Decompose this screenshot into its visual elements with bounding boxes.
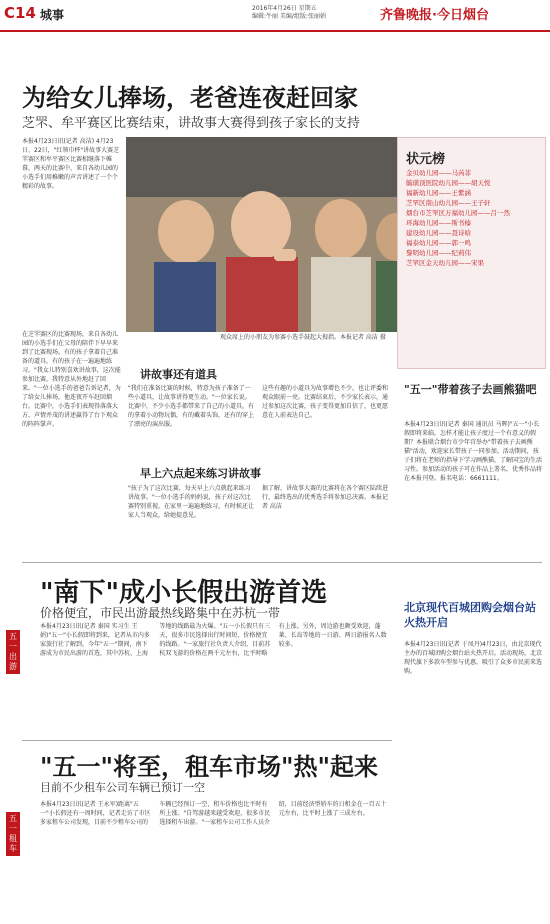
story3-subhead: 目前不少租车公司车辆已预订一空 [40,781,205,794]
children-audience-image [126,137,419,332]
story1-col4: "孩子为了这次比赛，每天早上六点就起来练习讲故事。"一位小选手的妈妈说，孩子对这次比赛特别重视，在家里一遍遍地练习，有时候还让家人当观众，给她提意见。 [128,485,255,519]
right-story-body: 本报4月23日讯(记者 秦国 通讯员 马晖)"五一"小长假即将来临，怎样才能让孩子度过一个有意义的假期？本报联合烟台市少年宫举办"带着孩子去画熊猫"活动，欢迎家长带孩子一同参加。活动期间，孩子们将在老师的指导下学习画熊猫，了解国宝的生活习性。参加活动的孩子可在作品上署名，优秀作品将在本报刊登。报名电话：6661111。 [404,421,543,482]
divider [22,562,542,563]
ranking-entry: 福泰幼儿园——郭一鸣 [406,239,471,247]
story3-body: 本报4月23日讯(记者 王永军)距离"五一"小长假还有一周时间，记者走访了市区多家租车公司发现，目前不少租车公司的车辆已经预订一空，租车价格也比平时有所上涨。"自驾游越来越受欢迎，很多市民选择租车出游。"一家租车公司工作人员介绍，目前经济型轿车的日租金在一百五十元左右，比平时上涨了三成左右。 [40,801,387,826]
story1-photo-caption: 观众席上的小朋友为参赛小选手鼓起大拇指。本报记者 高洁 摄 [220,334,386,341]
story1-byline: 本报4月23日讯(记者 高洁) 4月23日、22日，"红领巾杯"讲故事大赛芝罘赛区和牟平赛区比赛相继落下帷幕，两天的比赛中，来自各幼儿园的小选手们用稚嫩的声音讲述了一个个精彩的故事。 [22,138,120,190]
ranking-entry: 烟台市芝罘区万福幼儿园——吕一然 [406,209,510,217]
story2-headline: "南下"成小长假出游首选 [40,578,328,608]
publication-date: 2016年4月26日 星期五 编辑:牛丽 美编/组版:张丽娟 [252,5,326,20]
story1-headline: 为给女儿捧场，老爸连夜赶回家 [22,83,358,112]
ranking-entry: 环海幼儿园——斯书榛 [406,219,471,227]
ranking-list [406,168,538,268]
ranking-entry: 黎明幼儿园——纪莉伟 [406,249,471,257]
ranking-entry: 毓璜顶医院幼儿园——胡天悦 [406,179,491,187]
highlight-headline: 北京现代百城团购会烟台站火热开启 [404,601,536,629]
ranking-entry: 金贝幼儿园——马芮菲 [406,169,471,177]
section-title: 城事 [40,8,65,22]
story1-subhead-practice: 早上六点起来练习讲故事 [140,467,261,480]
story2-body: 本报4月23日讯(记者 秦国 实习生 王娟)"五一"小长假即将到来，记者从市内多家旅行社了解到，今年"五一"期间，南下游成为市民出游的首选，其中苏杭、上海等地的线路最为火爆。"五一小长假只有三天，很多市民选择出行时间短、价格便宜的线路。"一家旅行社负责人介绍，目前苏杭双飞游的价格在两千元左右，比平时略有上涨。另外，周边游也颇受欢迎，蓬莱、长岛等地的一日游、两日游报名人数较多。 [40,623,387,657]
story2-subhead: 价格便宜，市民出游最热线路集中在苏杭一带 [40,606,281,620]
story1-subhead: 芝罘、牟平赛区比赛结束，讲故事大赛得到孩子家长的支持 [22,116,361,131]
highlight-body: 本报4月23日讯(记者 于凤丹)4月23日，由北京现代主办的百城团购会烟台站火热开启。活动现场，北京现代旗下多款车型参与优惠，吸引了众多市民前来选购。 [404,641,543,675]
ranking-entry: 建设幼儿园——聂诗晗 [406,229,471,237]
story1-photo [126,137,419,332]
story3-tag: 五一租车 [6,812,20,856]
ranking-title: 状元榜 [406,152,446,167]
story2-tag: 五一出游 [6,630,20,674]
ranking-entry: 芝罘区金天幼儿园——宋果 [406,259,484,267]
story1-col2: "我们在准备比赛的时候，特意为孩子准备了一些小道具，让故事讲得更生动。"一位家长说。比赛中，不少小选手都带来了自己的小道具，有的拿着小动物玩偶，有的戴着头饰，还有的穿上了漂亮的演出服。 [128,385,255,428]
page-number: C14 [4,4,36,22]
story3-headline: "五一"将至，租车市场"热"起来 [40,752,379,781]
story1-col5: 据了解，讲故事大赛的比赛将在各个赛区陆续进行，最终选出的优秀选手将参加总决赛。本报记者 高洁 [262,485,389,510]
ranking-entry: 芝罘区南山幼儿园——王子轩 [406,199,491,207]
story1-subhead-props: 讲故事还有道具 [140,368,217,381]
masthead-brand: 齐鲁晚报·今日烟台 [380,8,489,23]
ranking-entry: 福新幼儿园——王紫涵 [406,189,471,197]
story1-col3: 这些有趣的小道具为故事增色不少，也让评委和观众眼前一亮。比赛结束后，不少家长表示，通过参加这次比赛，孩子变得更加自信了，也更愿意在人前表达自己。 [262,385,389,419]
right-story-headline: "五一"带着孩子去画熊猫吧 [404,383,537,396]
story1-col1: 在芝罘赛区的比赛现场，来自各幼儿园的小选手们在父母的陪伴下早早来到了比赛现场。有的孩子拿着自己准备的道具，有的孩子在一遍遍地练习。"我女儿特别喜欢讲故事，这次能参加比赛，我特意从外地赶了回来。"一位小选手的爸爸告诉记者，为了给女儿捧场，他连夜开车赶回烟台。比赛中，小选手们表现得落落大方，声情并茂的讲述赢得了台下观众的阵阵掌声。 [22,331,121,428]
divider [22,740,392,741]
